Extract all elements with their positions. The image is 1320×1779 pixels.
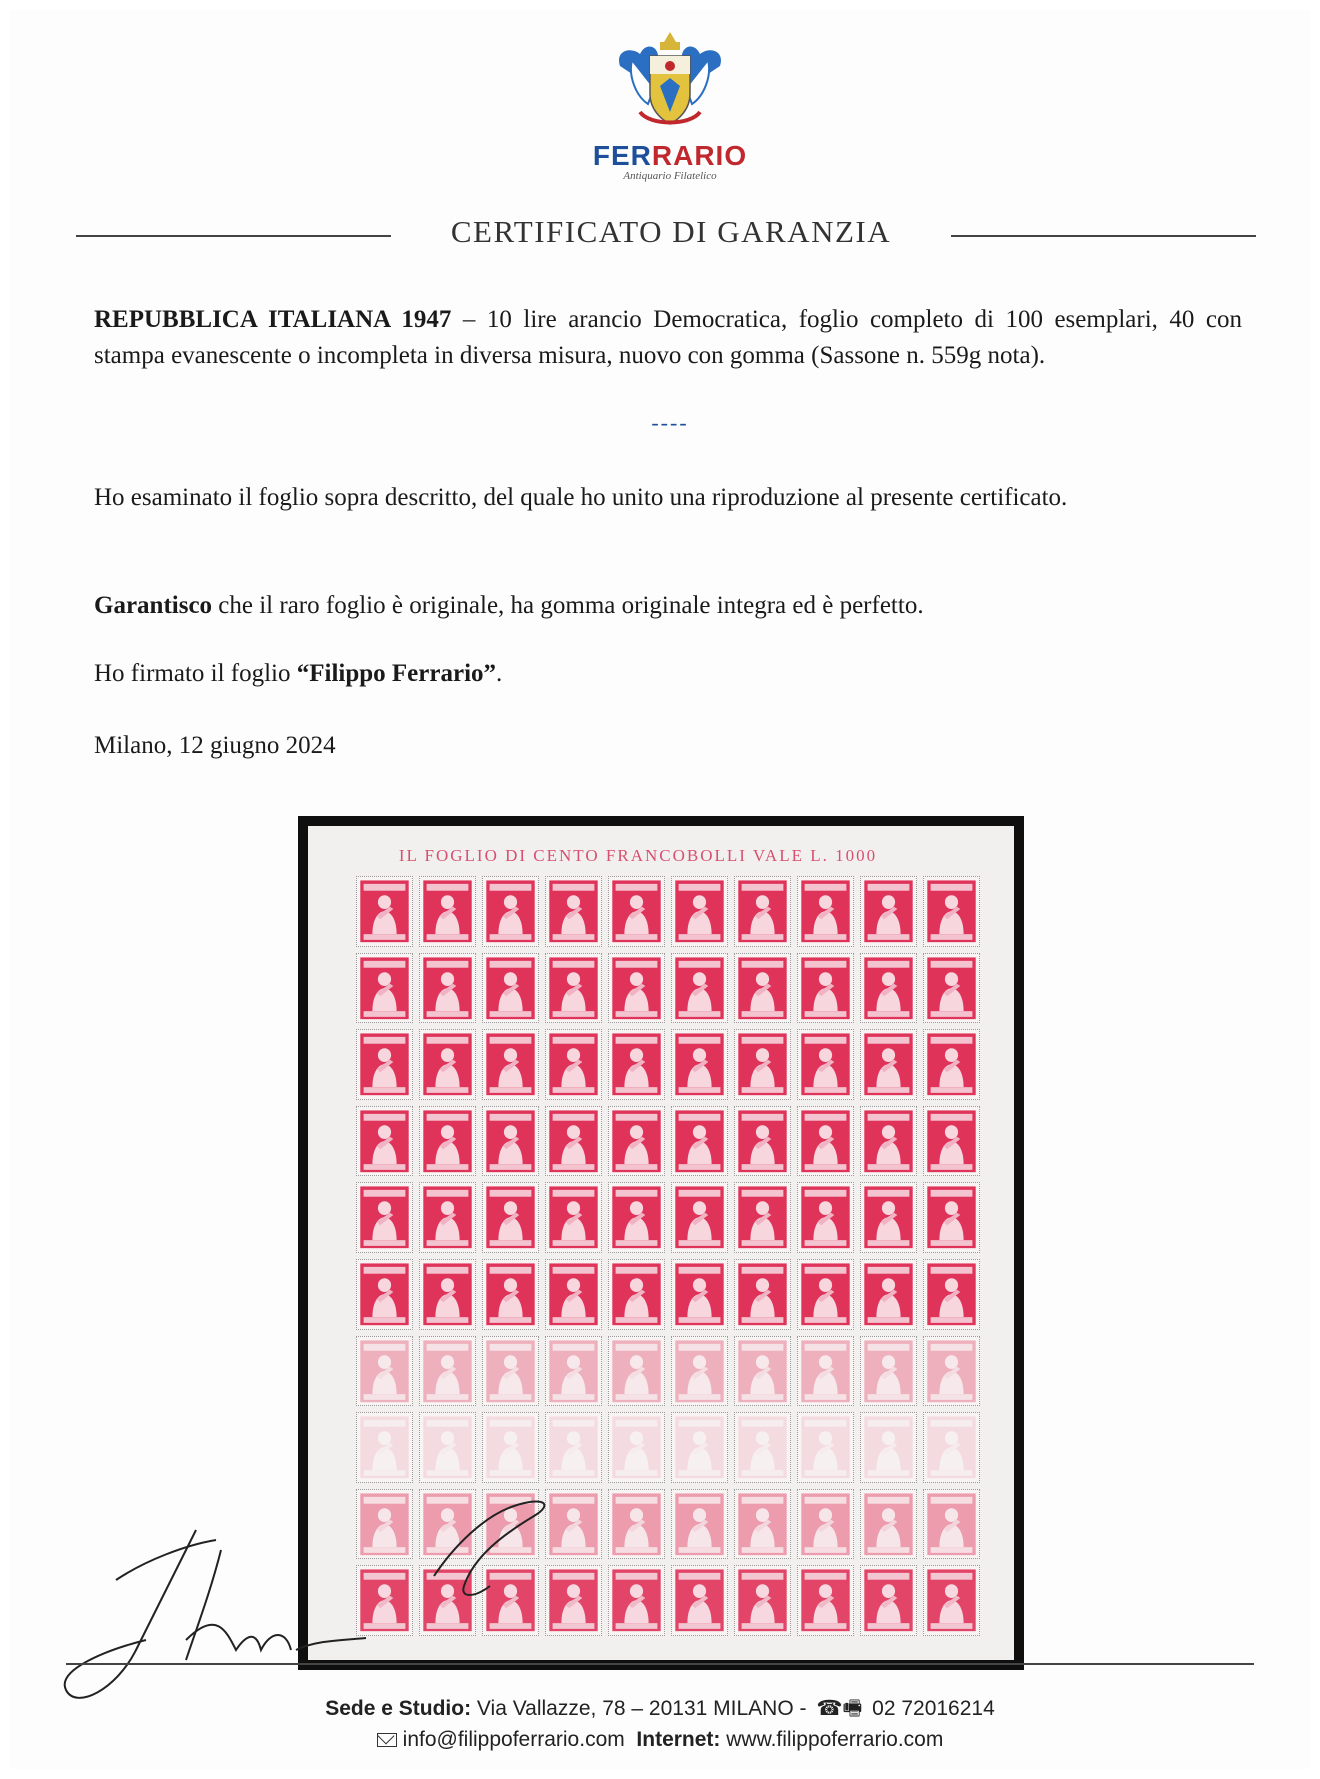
stamp-image (357, 1107, 412, 1176)
stamp-image (861, 1337, 916, 1406)
stamp (734, 1489, 791, 1560)
stamp (734, 953, 791, 1024)
stamp-image (798, 877, 853, 946)
stamp-sheet (308, 826, 1014, 1660)
envelope-icon (377, 1733, 397, 1747)
stamp-image (357, 954, 412, 1023)
stamp (608, 1106, 665, 1177)
heraldic-crest-icon (610, 26, 730, 136)
stamp (419, 876, 476, 947)
stamp-image (420, 1337, 475, 1406)
stamp-image (798, 1030, 853, 1099)
stamp-image (357, 1413, 412, 1482)
stamp (860, 1259, 917, 1330)
stamp-image (861, 1490, 916, 1559)
stamp-image (861, 1413, 916, 1482)
stamp-image (609, 1183, 664, 1252)
stamp-image (798, 1107, 853, 1176)
stamp-image (672, 1107, 727, 1176)
guarantee-statement (94, 588, 1242, 624)
address-text: Via Vallazze, 78 – 20131 MILANO - (471, 1697, 813, 1720)
stamp-image (483, 877, 538, 946)
stamp-image (546, 954, 601, 1023)
stamp (608, 1029, 665, 1100)
stamp-image (672, 1413, 727, 1482)
stamp (797, 1565, 854, 1636)
signed-prefix: Ho firmato il foglio (94, 660, 297, 687)
stamp-image (420, 1413, 475, 1482)
stamp-image (357, 1260, 412, 1329)
stamp-image (861, 954, 916, 1023)
phone-number: 02 72016214 (866, 1697, 995, 1720)
stamp-image (420, 1260, 475, 1329)
stamp-image (546, 1260, 601, 1329)
stamp (671, 1412, 728, 1483)
internet-label: Internet: (636, 1728, 721, 1751)
stamp (923, 876, 980, 947)
phone-fax-icon: ☎🖷 (816, 1697, 863, 1720)
sheet-photo (298, 816, 1024, 1670)
stamp (356, 1336, 413, 1407)
stamp (419, 953, 476, 1024)
stamp-image (735, 1413, 790, 1482)
stamp (923, 953, 980, 1024)
stamp-image (609, 954, 664, 1023)
stamp (797, 953, 854, 1024)
stamp (545, 953, 602, 1024)
stamp (356, 1412, 413, 1483)
stamp-image (483, 1030, 538, 1099)
stamp (797, 876, 854, 947)
stamp (482, 1336, 539, 1407)
stamp (545, 876, 602, 947)
stamp (356, 1029, 413, 1100)
stamp-image (735, 877, 790, 946)
brand-part-1: FER (592, 140, 652, 171)
stamp-image (357, 1030, 412, 1099)
stamp-image (861, 1260, 916, 1329)
stamp (482, 1182, 539, 1253)
footer-rule (66, 1663, 1254, 1665)
stamp-image (672, 1566, 727, 1635)
stamp (545, 1336, 602, 1407)
brand-logo (570, 140, 770, 172)
stamp-image (735, 1107, 790, 1176)
stamp (860, 1412, 917, 1483)
website-url[interactable]: www.filippoferrario.com (720, 1728, 944, 1751)
stamp-image (483, 1413, 538, 1482)
stamp-image (672, 1337, 727, 1406)
stamp (671, 1106, 728, 1177)
stamp-image (798, 1183, 853, 1252)
stamp-image (672, 1030, 727, 1099)
stamp (671, 1259, 728, 1330)
footer-address (10, 1694, 1310, 1729)
stamp-image (672, 877, 727, 946)
stamp (671, 1029, 728, 1100)
title-rule-left (76, 235, 391, 237)
stamp-image (672, 1183, 727, 1252)
stamp-image (924, 1260, 979, 1329)
description-bold: REPUBBLICA ITALIANA 1947 (94, 306, 452, 333)
stamp (419, 1106, 476, 1177)
stamp (608, 1565, 665, 1636)
stamp (356, 876, 413, 947)
stamp (923, 1336, 980, 1407)
stamp-image (609, 1260, 664, 1329)
stamp (797, 1412, 854, 1483)
stamp (923, 1182, 980, 1253)
stamp (671, 1565, 728, 1636)
stamp (923, 1106, 980, 1177)
footer-contacts (10, 1728, 1310, 1752)
stamp-image (483, 1337, 538, 1406)
address-label: Sede e Studio: (325, 1697, 472, 1720)
stamp-image (546, 1337, 601, 1406)
stamp-image (357, 1183, 412, 1252)
stamp-image (861, 1566, 916, 1635)
stamp-image (924, 877, 979, 946)
stamp (860, 1182, 917, 1253)
stamp-image (420, 954, 475, 1023)
stamp (923, 1412, 980, 1483)
stamp (860, 1106, 917, 1177)
stamp (734, 1336, 791, 1407)
stamp-image (861, 1107, 916, 1176)
stamp (923, 1565, 980, 1636)
stamp (482, 1412, 539, 1483)
stamp (797, 1489, 854, 1560)
stamp (860, 953, 917, 1024)
stamp (608, 1336, 665, 1407)
stamp-image (357, 1337, 412, 1406)
stamp (860, 1336, 917, 1407)
stamp (734, 1412, 791, 1483)
stamp-image (924, 1490, 979, 1559)
stamp-image (798, 1413, 853, 1482)
stamp (797, 1336, 854, 1407)
stamp-image (609, 1337, 664, 1406)
stamp-image (861, 1183, 916, 1252)
stamp-image (735, 954, 790, 1023)
stamp-image (735, 1337, 790, 1406)
stamp-image (861, 877, 916, 946)
stamp (671, 1489, 728, 1560)
stamp (419, 1259, 476, 1330)
stamp (734, 1029, 791, 1100)
stamp (797, 1182, 854, 1253)
stamp (734, 1106, 791, 1177)
item-description (94, 302, 1242, 374)
guarantee-text: che il raro foglio è originale, ha gomma originale integra ed è perfetto. (212, 592, 924, 619)
stamp-image (924, 1030, 979, 1099)
stamp-image (798, 1337, 853, 1406)
stamp-image (546, 877, 601, 946)
stamp-image (735, 1183, 790, 1252)
stamp-image (672, 1260, 727, 1329)
stamp-image (483, 1183, 538, 1252)
stamp-image (546, 1107, 601, 1176)
signature-icon (46, 1490, 376, 1710)
stamp-image (924, 1183, 979, 1252)
stamp (734, 1565, 791, 1636)
signer-name: “Filippo Ferrario” (296, 660, 497, 687)
stamp-image (798, 954, 853, 1023)
signed-suffix: . (496, 660, 503, 687)
stamp-image (546, 1183, 601, 1252)
certificate-title: CERTIFICATO DI GARANZIA (450, 214, 892, 249)
stamp (671, 1336, 728, 1407)
title-rule-right (951, 235, 1256, 237)
stamp (860, 1489, 917, 1560)
signed-statement (94, 656, 1242, 692)
stamp-image (420, 877, 475, 946)
stamp-image (483, 954, 538, 1023)
stamp-image (546, 1030, 601, 1099)
stamp-image (546, 1413, 601, 1482)
stamp-image (798, 1260, 853, 1329)
stamp (734, 876, 791, 947)
stamp (671, 876, 728, 947)
stamp-image (672, 954, 727, 1023)
stamp (419, 1029, 476, 1100)
stamp (356, 1259, 413, 1330)
certificate-page (10, 10, 1310, 1769)
stamp-image (420, 1183, 475, 1252)
stamp (356, 1182, 413, 1253)
email-address[interactable]: info@filippoferrario.com (402, 1728, 625, 1751)
stamp (923, 1029, 980, 1100)
stamp-image (735, 1566, 790, 1635)
separator: ---- (651, 410, 689, 435)
stamp-image (924, 1337, 979, 1406)
stamp-image (609, 1566, 664, 1635)
stamp-image (609, 877, 664, 946)
stamp (356, 1106, 413, 1177)
stamp-image (735, 1030, 790, 1099)
sheet-signature-icon (394, 1486, 594, 1606)
stamp-image (609, 1107, 664, 1176)
stamp-image (924, 954, 979, 1023)
stamp (545, 1259, 602, 1330)
stamp (734, 1259, 791, 1330)
stamp (608, 1412, 665, 1483)
sheet-header: IL FOGLIO DI CENTO FRANCOBOLLI VALE L. 1000 (398, 846, 878, 865)
stamp (482, 953, 539, 1024)
stamp (671, 1182, 728, 1253)
stamp-image (609, 1413, 664, 1482)
brand-part-2: RARIO (651, 140, 748, 171)
stamp (545, 1182, 602, 1253)
stamp (608, 876, 665, 947)
stamp (608, 1182, 665, 1253)
stamp-image (798, 1490, 853, 1559)
stamp-image (357, 877, 412, 946)
stamp-image (924, 1566, 979, 1635)
stamp (482, 876, 539, 947)
stamp-image (735, 1260, 790, 1329)
brand-tagline: Antiquario Filatelico (623, 170, 717, 182)
stamp (734, 1182, 791, 1253)
stamp (419, 1182, 476, 1253)
stamp (545, 1029, 602, 1100)
stamp (608, 953, 665, 1024)
stamp-image (609, 1490, 664, 1559)
stamp (608, 1489, 665, 1560)
stamp-image (735, 1490, 790, 1559)
stamp-image (483, 1260, 538, 1329)
stamp (482, 1259, 539, 1330)
stamp (608, 1259, 665, 1330)
guarantee-bold: Garantisco (94, 592, 213, 619)
stamp (419, 1412, 476, 1483)
stamp (356, 953, 413, 1024)
stamp (860, 876, 917, 947)
stamp (797, 1259, 854, 1330)
stamp (797, 1029, 854, 1100)
stamp-image (924, 1413, 979, 1482)
examined-statement: Ho esaminato il foglio sopra descritto, del quale ho unito una riproduzione al presente certificato. (94, 484, 1068, 511)
stamp (860, 1029, 917, 1100)
stamp (923, 1259, 980, 1330)
stamp (419, 1336, 476, 1407)
stamp (482, 1106, 539, 1177)
stamp-image (924, 1107, 979, 1176)
stamp-image (861, 1030, 916, 1099)
stamp-image (420, 1030, 475, 1099)
stamp (923, 1489, 980, 1560)
description-text: – 10 lire arancio Democratica, foglio completo di 100 esemplari, 40 con stampa evanescente o incompleta in diversa misura, nuovo con gomma (Sassone n. 559g nota). (94, 306, 1243, 369)
stamp (545, 1106, 602, 1177)
stamp-image (483, 1107, 538, 1176)
stamp-image (672, 1490, 727, 1559)
place-date: Milano, 12 giugno 2024 (94, 732, 336, 759)
stamp (860, 1565, 917, 1636)
stamp (797, 1106, 854, 1177)
stamp-image (798, 1566, 853, 1635)
stamp (545, 1412, 602, 1483)
stamp (671, 953, 728, 1024)
title-block (76, 214, 1256, 258)
stamp-image (420, 1107, 475, 1176)
stamp-image (609, 1030, 664, 1099)
stamp (482, 1029, 539, 1100)
